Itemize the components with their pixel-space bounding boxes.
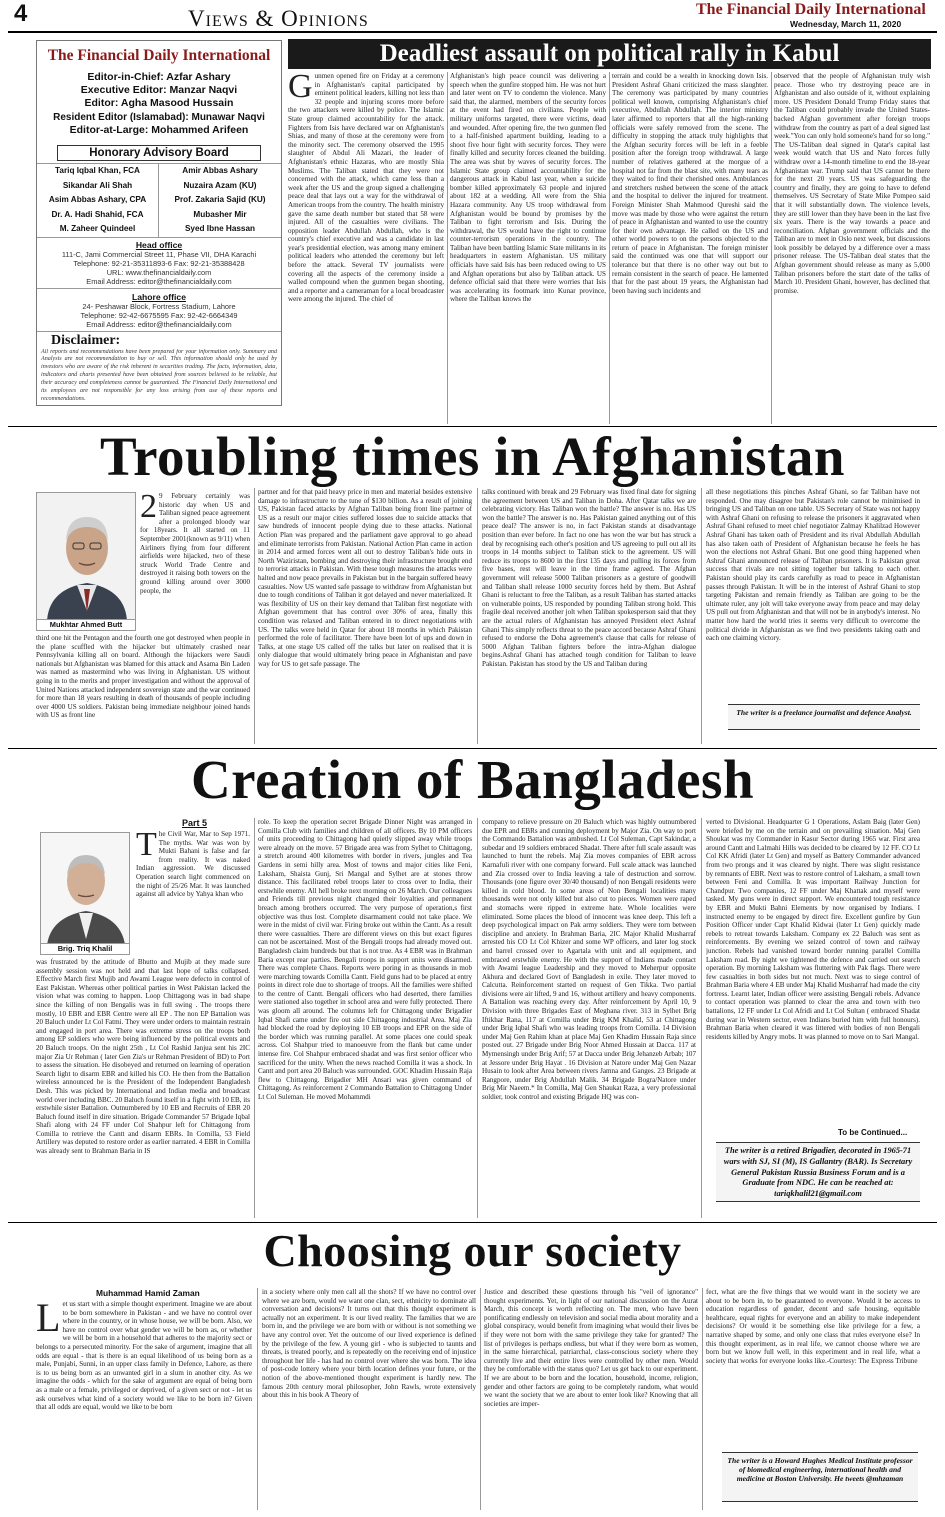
author-photo [36,492,136,620]
article3-bio: The writer is a retired Brigadier, decorated in 1965-71 wars with SJ, SI (M), IS Gallantry (BAR). Is Secretary General Pakistan Russia Business Forum and is a Graduate from NDC. He can be reached at: tariqkhalil21@gmail.com [716,1142,920,1202]
article1-text: terrain and could be a wealth in knocking down Isis. President Ashraf Ghani criticized the mass slaughter. The ceremony was participated by many countries political well known, comprising Afghanistan's chief executive, Abdullah Abdullah. The interior ministry later affirmed to reporters that all the high-ranking officials were safely removed from the scene. The difficulty in stopping the attack truly highlights that the Afghan security forces will be left in a feeble position after the foreign troop withdrawal. A large number of relatives gathered at the morgue of a hospital not far from the blast site, with many tears as they waited to find their cherished ones. Ambulances and stretchers rushed between the scene of the attack and the hospital to deliver the injured for treatment. Foreign Minister Shah Mahmood Qureshi said the move was made by those who were against the return of peace in Afghanistan and wanted to use the country for their own advantage. He called on the US and other world powers to on the persons objected to the return of peace in Afghanistan. The foreign minister said the continued was one that will support our tolerance but that there is no other way out but to remain consistent in the search of peace. He lamented that for the past about 19 years, the Afghanistan had been having such incidents and [612,72,768,295]
article1-col2 [450,72,606,424]
article3-headline: Creation of Bangladesh [190,749,755,810]
article2-text: talks continued with break and 29 February was fixed final date for signing the agreement between US and Taliban in Doha. After Qatar talks we are celebrating victory. Has Taliban won the battle? The answer is no. Has US won the battle? The answer is no. Has Pakistan gained anything out of this peace deal? The answer is no, in fact Pakistan stands at disadvantage position than ever before. In fact no one has won the war but has struck a deal by recognising each other's position and US agreeing to pull out all its troops in 14 months subject to Taliban stick to the agreement. US will reduce its troops to 8600 in the first 135 days and pulling its forces from five bases, rest will leave in the time frame agreed. The Afghan government will release 5000 Taliban prisoners as a gesture of goodwill and Taliban shall release 1000 security forces held by them. But Ashraf Ghani is reluctant to free the Taliban, as a result Taliban has started attacks on vulnerable points, US responded by pounding Taliban strong hold. This fragile deal received another jolt when Taliban spokesperson said that they are the actual rulers of Afghanistan has annoyed President elect Ashraf Ghani This simply reflects threat to the peace accord because Ashraf Ghani refused to endorse the Doha agreement's clause that calls for release of 5000 Afghan Taliban fighters before the intra-Afghan dialogue begins.Ashraf Ghani has attached tough condition for Taliban to leave Pakistan. Pakistan has stood by the US and Taliban during [482,488,696,668]
article2-text: all these negotiations this pinches Ashraf Ghani, so far Taliban have not responded. One may disagree but Pakistan's role cannot be minimised in bringing US and Taliban on one table. US Secretary of State was not happy with Ashraf Ghani on refusing to release the prisoners it aggravated when Ashraf Ghani refused to meet chief negotiator Zalmay Khalilzad However Ashraf Ghani has taken oath of President and its rival Abdullah Abdullah has also taken oath of President of Afghanistan because he feels he has won the elections not Ashraf Ghani. But one good thing happened when Ashraf Ghani announced release of Taliban prisoners. It is Pakistan great success that rivals are not sitting together but talking to each other. Pakistan should play its cards carefully as road to peace in Afghanistan passes through Pakistan. It will be in the interest of Ashraf Ghani to stop targeting Pakistan and remain friendly as Taliban are going to be the ultimate ruler, any jolt will take everyone away from peace and may delay US pull out from Afghanistan and that will not be in anybody's interest. No matter how hard the world tries it seems very difficult to overcome the political divide in Afghanistan as we find two presidents taking oath and each one claiming victory. [706,488,920,643]
page-number: 4 [14,0,28,27]
editors-list [37,71,281,137]
advisor: Prof. Zakaria Sajid (KU) [174,195,266,205]
lahore-office-address [37,302,281,332]
header-date: Wednesday, March 11, 2020 [790,19,902,29]
disclaimer-text: All reports and recommendations have been prepared for your information only. Summary and Analysis are not recommendation to buy or sell. This information should only be used by investors who are aware of the risk inherent in securities trading. The facts, information, data, indicators and charts presented have been obtained from sources believed to be reliable, but their accuracy and completeness cannot be guaranteed. The Financial Daily International and its employees are not responsible for any loss arising from use of these reports and recommendations. [41,348,277,402]
address-line: Email Address: editor@thefinancialdaily.com [86,319,232,329]
article1-text: observed that the people of Afghanistan truly wish peace. Those who try destroying peace are in Afghanistan and also outside of it, without explaining more. US President Donald Trump Friday states that the Taliban could probably invade the United States-backed Afghan government after foreign troops withdraw from the country as part of a deal signed last week."You can only hold someone's hand for so long." The US-Taliban deal signed in Qatar's capital last week would watch that US and Nato forces fully withdraw over a 14-month timeline to end the 18-year Afghanistan war. Trump said that US cannot be there for the next 20 years. US was safeguarding the country and finally, they are going to have to defend themselves. US Secretary of State Mike Pompeo said that it will substantially down. The violence levels, they are still lower than they have been in the last five six years. There is the way towards a peace and reconciliation. Afghan government officials and the Taliban are to meet in Oslo next week, but discussions look possibly be delayed by a difference over a mass prisoner release. The US-Taliban deal states that the Afghan government should release as many as 5,000 Taliban prisoners before the start date of the talks of March 10. President Ghani, however, has declined that promise. [774,72,930,295]
page-header [0,0,945,30]
continued-note: To be Continued... [838,1128,908,1137]
column-divider [609,72,610,424]
editor-line: Executive Editor: Manzar Naqvi [80,84,238,97]
article3-dropcap: T [136,830,157,863]
column-divider [702,1288,703,1510]
editor-line: Editor-at-Large: Mohammed Arifeen [69,123,249,136]
column-divider [701,818,702,1218]
article2-bio: The writer is a freelance journalist and defence Analyst. [728,704,920,730]
article4-bio: The writer is a Howard Hughes Medical Institute professor of biomedical engineering, international health and medicine at Boston University. He tweets @mhzaman [722,1452,918,1502]
author-portrait-icon [37,493,136,620]
editor-line: Editor: Agha Masood Hussain [84,97,234,110]
advisor: Mubasher Mir [193,209,247,219]
column-divider [480,1288,481,1510]
head-office-title: Head office [135,239,183,250]
author-caption: Mukhtar Ahmed Butt [36,620,136,631]
article2-text: 9 February certainly was historic day when US and Taliban signed peace agreement after a prolonged bloody war for 18years. It all started on 11 September 2001(known as 9/11) when Airliners flying from four different airfields were hijacked, two of these struck World Trade Centre and destroyed it raising both towers on the ground killing around over 3000 people, the [140,492,250,595]
article1-dropcap: G [288,72,313,105]
address-line: 24- Peshawar Block, Fortress Stadium, Lahore [82,301,236,311]
author-caption: Brig. Triq Khalil [40,944,130,955]
article1-text: Afghanistan's high peace council was delivering a speech when the gunfire stopped him. He was not hurt and later went on TV to condemn the violence. Many said that, the alarmed, members of the security forces at the event had fired on civilians. People with military uniforms targeted, there were victims, dead and wounded. After opening fire, the two gunmen fled to a half-finished apartment building, leading to a shoot five hour fight with security forces. They were finally killed and security forces cleaned the building. The area was shut by waves of security forces. The Islamic State group claimed accountability for the dangerous attack in Kabul last year, when a suicide bomber killed approximately 63 people and injured about 182 at a wedding. All were from the Shia Hazara community. Any US troop withdrawal from Afghanistan would be bound by promises by the Taliban to fight terrorism and Isis. During the withdrawal, the US would have the right to continue counter-terrorism operations in the country. The Taliban have been battling Islamic State militants in its headquarters in eastern Afghanistan. US military officials have said Isis has been reduced owing to US and Afghan operations but also by Taliban attack. US defence official said that there were worries that Isis was accelerating its footmark into Kunar province, where the Taliban knows the [450,72,606,304]
article2-text: partner and for that paid heavy price in men and material besides extensive damage to infrastructure to the tune of $130 billion. As a result of joining US, Pakistan faced attacks by Afghan Taliban being front line partner of US as a result our major cities suffered losses due to suicide attacks that saw hundreds of innocent people dying due to these attacks. National Action Plan was prepared and the parliament gave approval to go ahead and eliminate terrorists from Pakistan. National Action Plan came in action in 2014 and armed forces went all out to destroy Taliban's hide outs in North Waziristan, bombing and destroying their infrastructure brought end to terrorist attacks in Pakistan. With these tough measures the attacks were halted and now peace prevails in Pakistan but in the bargain suffered heavy casualties. Now US wanted safe passage to withdraw from Afghanistan but due to tough conditions of Taliban it got delayed and never materialized. It was flexibility of US on their key demand that Taliban first negotiate with Afghan government that has control over 30% of area, finally this condition was relaxed and Taliban entered in to direct negotiations with US. The talks were held in Qatar for about 18 months in which Pakistan performed the role of facilitator. There have been lot of ups and down in Talks, at one stage US called off the talks but later on realised that it is only dialogue that would ultimately bring peace in Afghanistan and pave way for US to get safe passage. The [258,488,472,668]
address-line: Telephone: 92-42-6675595 Fax: 92-42-6664349 [80,310,238,320]
article1-col3 [612,72,768,424]
article1-col4 [774,72,930,424]
disclaimer-title: Disclaimer: [51,332,121,348]
article3-col2 [258,818,472,1218]
column-divider [257,1288,258,1510]
article4-text: fect, what are the five things that we would want in the society we are about to be born in, to be guaranteed to everyone. Would it be access to education regardless of gender, decent and safe housing, equitable healthcare, equal rights for everyone and an ability to make independent decisions? Or would it be something else like privilege for a few, a narrative shaped by some, and only one class that rules everyone else? In this thought experiment, as in real life, we cannot choose where we are born but we know full well, in this experiment and in real life, what a society that works for everyone looks like.-Courtesy: The Express Tribune [706,1288,920,1365]
advisory-right [159,164,281,237]
article2-headline: Troubling times in Afghanistan [100,426,845,487]
article1-text: unmen opened fire on Friday at a ceremony in Afghanistan's capital participated by eminent political leaders, killing not less than 32 people and injuring scores more before the two attackers were killed by police. The Islamic State group claimed accountability for the attack. Fighters from Isis have declared war on Afghanistan's Shias, and many of those at the ceremony were from the minority sect. The ceremony observed the 1995 slaughter of Abdul Ali Mazari, the leader of Afghanistan's ethnic Hazaras, who are mostly Shia Muslims. The Taliban stated that they were not concerned with the attack, which came less than a week after the US and the group signed a challenging peace deal that lays out a way for the withdrawal of American troops from the country. The health ministry gave the same death number but stated that 58 were injured. All of the casualties were civilians. The opposition leader Abdullah Abdullah, who is the country's chief executive and was a candidate in last year's presidential election, was among many eminent political leaders who attended the ceremony but left before the attack. Several TV journalists were covering all the aspects of the ceremony inside a walled compound when the gunmen began shooting, and a reporter and a cameraman for a local broadcaster were among the injured. The chief of [288,72,444,304]
header-paper-name: The Financial Daily International [696,1,926,18]
column-divider [771,72,772,424]
article3-col1-bottom [36,958,250,1218]
article4-col4 [706,1288,920,1418]
masthead-box [36,40,282,406]
article4-col3 [484,1288,698,1510]
address-line: Email Address: editor@thefinancialdaily.com [86,276,232,286]
author-photo [40,832,130,944]
article3-part: Part 5 [182,818,208,828]
article4-headline: Choosing our society [263,1225,682,1276]
head-office-address [37,250,281,289]
advisory-board [37,163,281,238]
article3-text: verted to Divisional. Headquarter G 1 Operations, Aslam Baig (later Gen) were briefed by me on the terrain and on prevailing situation. Maj Gen Shoukat was my Commander in Kasur Sector during 1965 war. First area around Cantt and Lalmahi Hills was decided to be cleared by 12 FF. CO Lt Col KK Afridi (later Lt Gen) and myself as Battery Commander advanced from two prongs and it was cleared by night. There was slight resistance by remnants of EBR. Next was to restore control of Laksham, a small town between Feni and Comilla. It was important Railway Junction for Chandpur. Two companies, 12 FF under Maj Khattak and myself were tasked. My guns were in direct support. We encountered tough resistance by EBR and Mukti Bahni Elements by now organised by Indians. I instructed enemy to be engaged by direct fire. Excellent gunfire by Gun Position Officer under Capt Khalid Kidwai (later Lt Gen) quickly made rebels to retreat towards Laksham. Company ex 22 Baluch was sent as reinforcements. By evening we seized control of town and railway junction. Rebels had vanished toward border running parallel Comilla Laksham road. By night we tightened the defence and carried out search operation. By morning Laksham was fluttering with Pak flags. There were few casualties in both sides but not much. Next was to siege control of Brahman Baria where 4 EB under Maj Khalid Musharraf had made the city fortress. Learnt later, Indian officer were assisting Bengali rebels. Advance to contact operation was planned to clear the area and town with two battalions, 12 FF under Lt Col Afridi and Lt Col Sultan ( embraced Shadat during war in Western sector, even Indians buried him with full honours). Brahman Baria when cleared it was littered with bodies of non Bengali residents killed by Angry mobs. It was planned to move on to Sari Mangal. [706,818,920,1041]
article2-col4 [706,488,920,700]
masthead-paper-name: The Financial Daily International [47,47,271,64]
column-divider [254,488,255,744]
editor-line: Editor-in-Chief: Azfar Ashary [87,71,231,83]
article2-text: third one hit the Pentagon and the fourth one got destroyed when people in the plane scuffled with the hijacker but ultimately crashed near Pennsylvania killing all on board. Although the hijackers were Saudi nationals but Afghanistan was blamed for this attack and Asama Bin Laden was named as mastermind who was living in Afghanistan. US without going in to the merits and proper investigation and without the approval of United Nations attacked independent sovereign state and the war continued for more than 18 years resulting in death of thousands of people including over 4000 US soldiers. Pakistan being immediate neighbour joined hands with US as front line [36,634,250,720]
article2-col2 [258,488,472,746]
article4-text: in a society where only men call all the shots? If we have no control over where we are born, would we want one clan, sect, ethnicity to dominate all conversation and decisions? It turns out that this thought experiment is actually not an experiment. It is our lived reality. The families that we are born in, and the privilege we are born with or without is not something we have any control over. Yet the outcome of our lived experience is defined by the privilege of the few. A young girl - who is subjected to taunts and threats, is treated poorly, and is repeatedly on the receiving end of injustice throughout her life - has had no control over where she was born. The idea of post-code lottery where your birth location defines your future, or the notion of the above-mentioned thought experiment is hardly new. The famous 20th century moral philosopher, John Rawls, wrote extensively about this in his book A Theory of [262,1288,476,1400]
column-divider [477,488,478,744]
article2-col1-bottom [36,634,250,746]
column-divider [477,818,478,1218]
advisory-title: Honorary Advisory Board [57,145,261,161]
article3-text: company to relieve pressure on 20 Baluch which was highly outnumbered due EPR and EBRs and cunning deployment by Major Zia. On way to port the Commando Battalion was ambushed. Lt Col Suleman, Capt Sakindar, a subedar and 19 soldiers embraced Shadat. There after full scale assault was launched to hunt the rebels. Maj Zia moves companies of EBR across Karnafuli river with one company forward. Full scale attack was launched and Zia crossed over to India leaving a tale of destruction and sorrow. Thousands (one figure over 30/40 thousand) of non Bengali residents were killed in cold blood. In some areas of Non Bengali localities many thousands were not only killed but also cut to pieces. Women were raped and stomachs were ripped in extreme hate. Whole localities were eliminated. Some places the blood of innocent was knee deep. This left a deep psychological impact on Pak army soldiers. They were torn between discipline and anxiety. In Brahman Baria, 2IC Major Khalid Musharraf arrested his CO Lt Col Khizer and some WP officers, and later log stock and barrel crossed over to Agartala with unit and all equipment, and embraced erstwhile enemy. He with the support of Indians made contact with Awami league Leadership and they moved to Meherpur opposite Akhura and declared Govt of Bangladesh in exile. They later moved to Calcutta. Reinforcement started on request of Gen Tikka. Two partial divisions were air lifted, 9 and 16, without artillery and heavy components. A Battalion was reaching every day. After reinforcement by April 10, 9 Division with three Brigades East of Meghana river. 313 in Sylhet Brig Iftikhar Rana, 117 at Comilla under Brig KM Khalid, 53 at Chittagong under Brig Iqbal Shafi who was leading troops from Comilla. 14 Division under Maj Gen Rahim khan at place Maj Gen Khadim Hussain Raja since posted out. 27 Brigade under Brig Noor Ahmed Hussain at Dacca. 117 at Mymensingh under Brig Arif; 57 at Dacca under Brig Jehanzeb Arbab; 107 at Jessore under Brig Hayat . 16 Division at Natore under Maj Gen Nazar Husain to look after Area between rivers Jamna and Ganges. 23 Brigade at Rangpore, under Brig Abdullah Malik. 34 Brigade Bogra/Natore under Brig Mir Naeem.* In Comilla, Maj Gen Shaukat Raza, a very professional soldier, took control and existing Brigade HQ was con- [482,818,696,1101]
column-divider [701,488,702,744]
advisor: Asim Abbas Ashary, CPA [48,195,147,205]
editor-line: Resident Editor (Islamabad): Munawar Naqvi [53,111,265,123]
column-divider [254,818,255,1218]
address-line: URL: www.thefinancialdaily.com [106,267,212,277]
address-line: 111-C, Jami Commercial Street 11, Phase VII, DHA Karachi [61,249,257,259]
advisory-left [37,164,159,237]
advisor: Dr. A. Hadi Shahid, FCA [51,209,144,219]
article4-text: et us start with a simple thought experiment. Imagine we are about to be born somewhere in Pakistan - and we have no control over where in the country, or in whose house, we will be born. Also, we have no control over what gender we will be born as, or whether we will be born in a household that adheres to the majority sect or belongs to a persecuted minority. For the sake of argument, imagine that all odds are equal - that is there is an equal likelihood of us being born as a male, Punjabi, Sunni, in an upper class family in Defence, Lahore, as there is to us being born as an unwanted girl in a slum in another city. As we imagine the odds - which for the sake of argument are equal of being born as a male or a female, privileged or deprived, of a given sect or not - let us ask ourselves what kind of a society would we like to be born in? Given that all odds are equal, would we like to be born [36,1300,252,1412]
header-rule [8,31,937,33]
article1-col1 [288,72,444,424]
article4-dropcap: L [36,1300,61,1340]
lahore-office-title: Lahore office [132,291,186,302]
section-title: Views & Opinions [188,6,369,31]
article4-col1 [36,1300,252,1510]
article3-text: role. To keep the operation secret Brigade Dinner Night was arranged in Comilla Club with families and children of all officers. By 10 PM officers of units proceeding to Chittagong had quietly slipped away while troops were already on the move. 57 Brigade area was from Sylhet to Chittagong, a stretch around 400 kilometres with border in rivers, jungles and Tea Gardens in semi hilly area. Most of towns and major cities like Feni, Laksham, Shaista Gunj, Sri Mangal and Sylhet are at stones throw distance. This facilitated rebel troops later to cross over to India, their erstwhile enemy. All hell broke next morning on 26 March. Our colleagues and Friends till previous night changed their loyalties and permanent breach among brothers occurred. The very purpose of operation,s first objective was thus lost. Complete disarmament could not take place. We were in the midst of civil war. Firing broke out within the Cantt. As a result there were casualties. There are different views on this but exact figures can not be ascertained. Most of the Bengali troops had already moved out. Bangladesh claim hundreds but that is not true. As 4 EBR was in Brahman Baria except rear parties. Bengali troops in support units were disarmed. There was complete Chaos. Reports were poring in as thousands in mob were marching towards Comilla Cantt. Field guns had to be placed at entry points in direct role due to shortage of troops. All the families were shifted to the centre of Cantt. Bengali officers who had deserted, there families were stationed also together in school area and were fully protected. There was gloom all around. The columns left for Chittagong under Brigadier Iqbal Shafi came under fire out side Chittagong industrial Area. Maj Zia had blocked the road by deploying 10 EB troops and EPR on the side of the border which was running parallel. At some places one could speak across. Col Shahpur tried to manoeuvre from the flank but came under intense fire. Col Shahpur embraced shadat and was first senior officer who sacrificed for the unity. When the news reached Comilla it was a shock. In Cantt and port area 20 Baluch was surrounded. GOC Khadim Hussain Raja flew to Chittagong. Brigadier MH Ansari was given command of Chittagong. As reinforcement 2 Commando Battalion to Chittagong Under Lt Col Suleman. He moved Mohammdi [258,818,472,1101]
article4-author: Muhammad Hamid Zaman [96,1288,200,1298]
article2-col1-top [140,492,250,632]
article3-text: was frustrated by the attitude of Bhutto and Mujib at they made sure assembly session was not held and that last hope of talks collapsed. Effective March first Mujib and Awami League were defecto in control of East Pakistan. Whereas other political parties in West Pakistan lacked the vision what was coming to happen. Loop Chittagong was in bad shape since the killing of non Bengalis was in full swing . The troops there mostly, 10 EBR and EBR Centre were all EP . The non EP Battalion was 20 Baluch under Lt Col Fatmi. They were under orders to maintain restrain and engaged in port area. There was extreme stress on the troops both among EP soldiers who were being influenced by the political events and 20 Baluch troops. On the night 25th , Lt Col Rashid Janjua sent his 2IC major Zia Ur Rehman ( later Gen Zia's ur Rehman President of BD) to Port to assess the situation. He disobeyed and returned on learning of operation Search light to disarm EBR and killed his CO. He then from the Battalion wireless announced he is the President of the Independent Bangladesh Desh. This was picked by International and Indian media and broadcast world over including BBC. 20 Baluch found itself in a fight with 10 EB, its erstwhile sister Battalion. Outnumbered by 10 EB and Recruits of EBR 20 Baluch found itself in dire situation. Brigade Commander 57 Brigade Iqbal Shafi along with 24 FF under Col Shahpur left for Chittagong from Comilla to retrieve the Cantt and disarm EBRs. In Comilla, 53 Field Artillery was deputed to restore order as earlier narrated. 4 EBR in Comilla was already sent to Brahman Baria in IS [36,958,250,1156]
article2-dropcap: 2 [140,492,157,525]
author-portrait-icon [41,833,130,944]
advisor: Amir Abbas Ashary [182,166,258,176]
article3-col1-top [136,830,250,948]
advisor: Syed Ibne Hassan [184,224,256,234]
advisor: M. Zaheer Quindeel [59,224,136,234]
article3-text: he Civil War, Mar to Sep 1971. The myths. War was won by Mukti Bahani is false and far from reality. It was naked Indian aggression. We discussed Operation search light commenced on the night of 25/26 Mar. It was launched against all advice by Yahya khan who [136,830,250,899]
article4-text: Justice and described these questions through his "veil of ignorance" thought experiments. Yet, in light of our national discussion on the Aurat March, this concept is worth reflecting on. The men, who have been pontificating endlessly on television and social media about morality and a global conspiracy, would benefit from imagining what would their lives be if they were not born with the same privilege they take for granted? The list of privileges is perhaps endless, but what if they were born as women, in the same hierarchical, patriarchal, class-conscious society where they currently live and their entire lives were controlled by other men. Would they be comfortable with the status quo? Let us get back to our experiment. If we are about to be born and the location, household, income, religion, gender and other factors are going to be completely random, what would we want the society that we are about to enter look like? Knowing that all societies are imper- [484,1288,698,1408]
advisor: Nuzaira Azam (KU) [183,180,257,190]
article1-headline: Deadliest assault on political rally in Kabul [379,40,840,67]
address-line: Telephone: 92-21-35311893-6 Fax: 92-21-35388428 [73,258,245,268]
article3-col4 [706,818,920,1126]
advisor: Tariq Iqbal Khan, FCA [55,166,140,176]
article2-col3 [482,488,696,746]
article4-col2 [262,1288,476,1510]
article3-col3 [482,818,696,1218]
article1-headline-bar [288,39,931,69]
advisor: Sikandar Ali Shah [62,180,133,190]
column-divider [447,72,448,424]
